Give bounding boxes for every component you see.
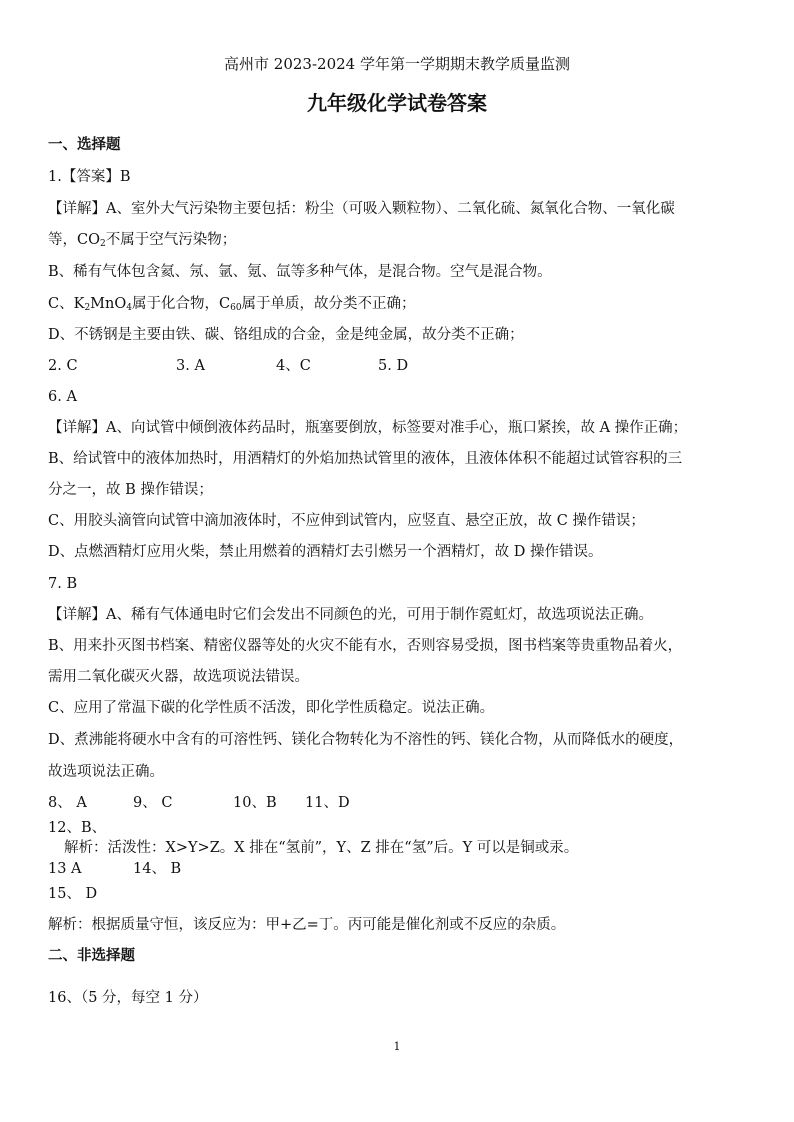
page-number: 1 <box>393 1040 401 1053</box>
q1-detail-a: 【详解】A、室外大气污染物主要包括：粉尘（可吸入颗粒物）、二氧化硫、氮氧化合物、一氧化碳 <box>48 201 675 217</box>
answers-row-8-11 <box>48 793 748 813</box>
q13-answer: 13 A <box>48 861 82 877</box>
text-run: 等，CO <box>48 232 100 248</box>
q7-detail-b-cont: 需用二氧化碳灭火器，故选项说法错误。 <box>48 669 309 685</box>
text-run: 属于单质，故分类不正确； <box>241 296 416 312</box>
text-run: C、K <box>48 296 85 312</box>
q6-detail-d: D、点燃酒精灯应用火柴，禁止用燃着的酒精灯去引燃另一个酒精灯，故 D 操作错误。 <box>48 544 603 560</box>
q1-detail-a-cont <box>48 230 748 250</box>
section-heading-non-choice: 二、非选择题 <box>48 948 135 964</box>
text-run: MnO <box>90 296 127 312</box>
q4-answer: 4、C <box>276 358 311 374</box>
q16-heading: 16、（5 分，每空 1 分） <box>48 990 208 1006</box>
subscript: 2 <box>84 303 91 313</box>
q7-detail-a: 【详解】A、稀有气体通电时它们会发出不同颜色的光，可用于制作霓虹灯，故选项说法正确。 <box>48 607 653 623</box>
subscript: 60 <box>230 303 242 313</box>
q7-detail-d: D、煮沸能将硬水中含有的可溶性钙、镁化合物转化为不溶性的钙、镁化合物，从而降低水的硬度， <box>48 732 684 748</box>
q8-answer: 8、 A <box>48 795 87 811</box>
exam-subtitle: 高州市 2023-2024 学年第一学期期末教学质量监测 <box>224 55 570 73</box>
q7-answer: 7. B <box>48 576 78 592</box>
answers-row-2-5 <box>48 356 748 376</box>
answers-row-13-14 <box>48 859 748 879</box>
q6-detail-b: B、给试管中的液体加热时，用酒精灯的外焰加热试管里的液体，且液体体积不能超过试管容积的三 <box>48 451 683 467</box>
q5-answer: 5. D <box>378 358 409 374</box>
subscript: 2 <box>99 239 106 249</box>
q3-answer: 3. A <box>176 358 205 374</box>
q2-answer: 2. C <box>48 358 78 374</box>
q6-answer: 6. A <box>48 389 77 405</box>
q11-answer: 11、D <box>305 795 350 811</box>
page-title: 九年级化学试卷答案 <box>307 91 487 115</box>
q1-answer: 1.【答案】B <box>48 169 131 185</box>
section-heading-choice: 一、选择题 <box>48 137 121 153</box>
q1-detail-c <box>48 294 748 314</box>
q6-detail-a: 【详解】A、向试管中倾倒液体药品时，瓶塞要倒放，标签要对准手心，瓶口紧挨，故 A 操作正确； <box>48 420 688 436</box>
subscript: 4 <box>126 303 132 313</box>
q10-answer: 10、B <box>233 795 277 811</box>
q14-answer: 14、 B <box>133 861 182 877</box>
q6-detail-b-cont: 分之一，故 B 操作错误； <box>48 482 213 498</box>
text-run: 属于化合物，C <box>131 296 231 312</box>
q12-answer: 12、B、 <box>48 820 107 836</box>
q15-answer: 15、 D <box>48 886 98 902</box>
q7-detail-d-cont: 故选项说法正确。 <box>48 764 164 780</box>
q1-detail-d: D、不锈钢是主要由铁、碳、铬组成的合金，金是纯金属，故分类不正确； <box>48 327 524 343</box>
q9-answer: 9、 C <box>133 795 173 811</box>
q7-detail-b: B、用来扑灭图书档案、精密仪器等处的火灾不能有水，否则容易受损，图书档案等贵重物品着火， <box>48 638 683 654</box>
q7-detail-c: C、应用了常温下碳的化学性质不活泼，即化学性质稳定。说法正确。 <box>48 700 495 716</box>
q1-detail-b: B、稀有气体包含氦、氖、氩、氪、氙等多种气体，是混合物。空气是混合物。 <box>48 264 552 280</box>
q12-analysis: 解析：活泼性：X>Y>Z。X 排在“氢前”，Y、Z 排在“氢”后。Y 可以是铜或汞。 <box>64 840 579 856</box>
q15-analysis: 解析：根据质量守恒，该反应为：甲+乙=丁。丙可能是催化剂或不反应的杂质。 <box>48 917 566 933</box>
text-run: 不属于空气污染物； <box>105 232 237 248</box>
q6-detail-c: C、用胶头滴管向试管中滴加液体时，不应伸到试管内，应竖直、悬空正放，故 C 操作错误； <box>48 513 645 529</box>
